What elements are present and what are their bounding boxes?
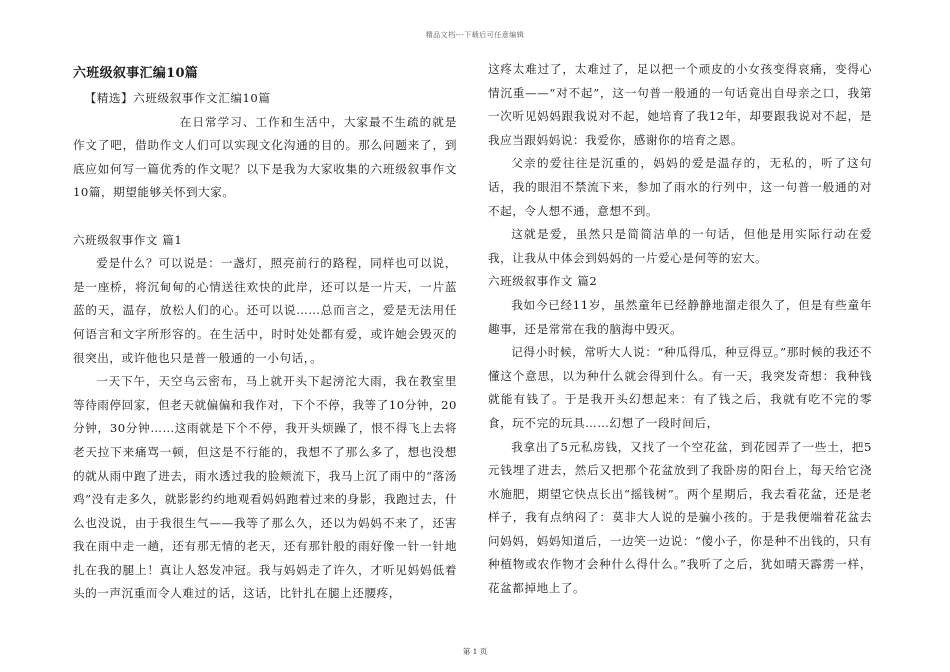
blank-line [73, 205, 457, 229]
paragraph: 记得小时候，常听大人说：“种瓜得瓜，种豆得豆。”那时候的我还不懂这个意思，以为种什么就会得到什么。有一天，我突发奇想：我种钱就能有钱了。于是我开头幻想起来：有了钱之后，我就有吃不完的零食，玩不完的玩具……幻想了一段时间后， [488, 345, 872, 430]
header-note: 精品文档---下载后可任意编辑 [425, 31, 525, 39]
right-column [488, 58, 872, 601]
paragraph: 这疼太难过了，太难过了，足以把一个顽皮的小女孩变得哀痛，变得心情沉重——“对不起”，这一句普一般通的一句话竟出自母亲之口，我第一次听见妈妈跟我说对不起，她培育了我12年，却要跟我说对不起，是我应当跟妈妈说：我爱你，感谢你的培育之恩。 [488, 62, 872, 147]
section-heading-2: 六班级叙事作文 篇2 [488, 274, 598, 289]
paragraph: 一天下午，天空乌云密布，马上就开头下起滂沱大雨，我在教室里等待雨停回家，但老天就偏偏和我作对，下个不停，我等了10分钟，20分钟，30分钟……这雨就是下个不停，我开头烦躁了，恨不得飞上去将老天拉下来痛骂一顿，但这是不行能的，我想不了那么多了，想也没想的就从雨中跑了进去，雨水透过我的脸颊流下，我马上沉了雨中的“落汤鸡”没有走多久，就影影约约地观看妈妈跑着过来的身影，我跑过去，什么也没说，由于我很生气——我等了那么久，还以为妈妈不来了，还害我在雨中走一趟，还有那无情的老天，还有那针般的雨好像一针一针地扎在我的腿上！真让人怒发冲冠。我与妈妈走了许久，才听见妈妈低着头的一声沉重而令人难过的话，这话，比针扎在腿上还腰疼， [73, 374, 457, 601]
document-subtitle: 【精选】六班级叙事作文汇编10篇 [84, 91, 271, 105]
paragraph: 我拿出了5元私房钱，又找了一个空花盆，到花园弄了一些土，把5元钱埋了进去，然后又把那个花盆放到了我卧房的阳台上，每天给它浇水施肥，期望它快点长出“摇钱树”。两个星期后，我去看花盆，还是老样子，我有点纳闷了：莫非大人说的是骗小孩的。于是我便端着花盆去问妈妈，妈妈知道后，一边笑一边说：“傻小子，你是种不出钱的，只有种植物或农作物才会种什么得什么。”我听了之后，犹如晴天霹雳一样，花盆都掉地上了。 [488, 439, 872, 596]
paragraph: 爱是什么？可以说是：一盏灯，照亮前行的路程，同样也可以说，是一座桥，将沉甸甸的心情送往欢快的此岸，还可以是一片天，一片蓝蓝的天，温存，放松人们的心。还可以说……总而言之，爱是无法用任何语言和文字所形容的。在生活中，时时处处都有爱，或许她会毁灭的很突出，或许他也只是普一般通的一小句话，。 [73, 256, 457, 365]
paragraph: 我如今已经11岁，虽然童年已经静静地溜走很久了，但是有些童年趣事，还是常常在我的脑海中毁灭。 [488, 297, 872, 336]
intro-paragraph: 在日常学习、工作和生活中，大家最不生疏的就是作文了吧，借助作文人们可以实现文化沟通的目的。那么问题来了，到底应如何写一篇优秀的作文呢？以下是我为大家收集的六班级叙事作文10篇，期望能够关怀到大家。 [73, 114, 457, 200]
page-number: 第 1 页 [462, 647, 488, 656]
paragraph: 这就是爱，虽然只是简简洁单的一句话，但他是用实际行动在爱我，让我从中体会到妈妈的一片爱心是何等的宏大。 [488, 227, 872, 265]
left-column [73, 58, 457, 606]
document-title: 六班级叙事汇编10篇 [73, 66, 199, 81]
paragraph: 父亲的爱往往是沉重的，妈妈的爱是温存的，无私的，听了这句话，我的眼泪不禁流下来，参加了雨水的行列中，这一句普一般通的对不起，令人想不通，意想不到。 [488, 156, 872, 218]
section-heading-1: 六班级叙事作文 篇1 [73, 232, 183, 247]
